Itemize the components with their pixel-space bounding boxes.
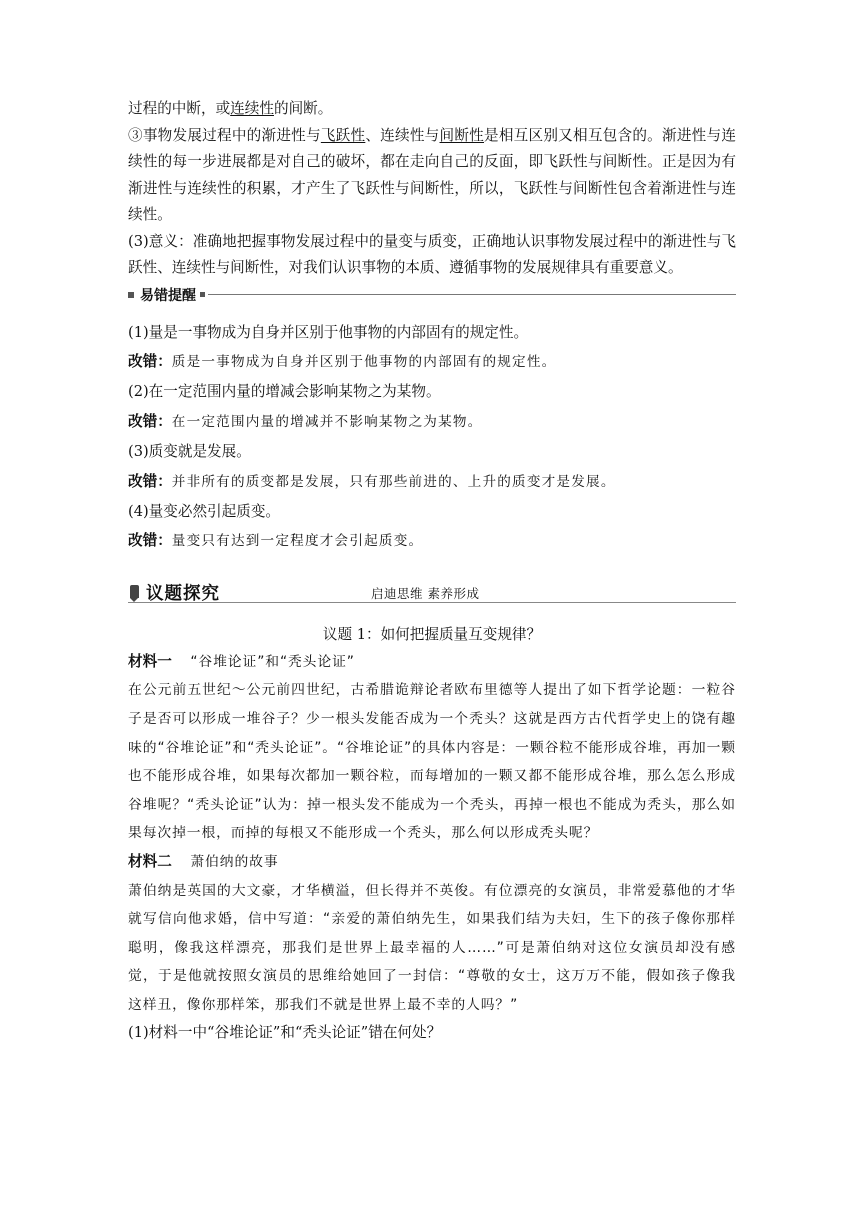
tip-correction: 改错：量变只有达到一定程度才会引起质变。 [128,532,424,550]
materials [128,648,736,1048]
tip-correction: 改错：并非所有的质变都是发展，只有那些前进的、上升的质变才是发展。 [128,472,616,490]
bookmark-icon [130,585,139,598]
underlined-term-continuity: 连续性 [230,100,274,117]
tip-question: (2)在一定范围内量的增减会影响某物之为某物。 [128,383,441,401]
square-bullet-icon [200,292,205,297]
tip-correction: 改错：在一定范围内量的增减并不影响某物之为某物。 [128,412,483,430]
intro-line-1: 过程的中断，或连续性的间断。 [128,100,333,117]
tip-question: (3)质变就是发展。 [128,443,251,461]
material-2-text: 萧伯纳是英国的大文豪，才华横溢，但长得并不英俊。有位漂亮的女演员，非常爱慕他的才华就写信向他求婚，信中写道：“亲爱的萧伯纳先生，如果我们结为夫妇，生下的孩子像你那样聪明，像我这样漂亮，那我们是世界上最幸福的人……”可是萧伯纳对这位女演员却没有感觉，于是他就按照女演员的思维给她回了一封信：“尊敬的女士，这万万不能，假如孩子像我这样丑，像你那样笨，那我们不就是世界上最不幸的人吗？” [128,882,736,1013]
section-subtitle: 启迪思维 素养形成 [371,585,480,601]
question-1: (1)材料一中“谷堆论证”和“秃头论证”错在何处？ [128,1024,442,1042]
material-2-heading: 材料二 萧伯纳的故事 [128,852,279,870]
section-underline [128,602,736,603]
section-banner [128,580,736,604]
square-bullet-icon [128,292,134,298]
paragraph-significance: (3)意义：准确地把握事物发展过程中的量变与质变，正确地认识事物发展过程中的渐进性与飞跃性、连续性与间断性，对我们认识事物的本质、遵循事物的发展规律具有重要意义。 [128,232,736,276]
underlined-term-discontinuity: 间断性 [439,126,485,144]
error-tips-list [128,318,736,557]
tip-question: (1)量是一事物成为自身并区别于他事物的内部固有的规定性。 [128,323,529,341]
tip-question: (4)量变必然引起质变。 [128,502,281,520]
section-title: 议题探究 [146,583,220,604]
underlined-term-leap: 飞跃性 [320,126,366,144]
topic-title: 议题 1：如何把握质量互变规律？ [322,625,542,643]
material-1-heading: 材料一 “谷堆论证”和“秃头论证” [128,652,355,670]
tip-correction: 改错：质是一事物成为自身并区别于他事物的内部固有的规定性。 [128,352,557,370]
divider-line [208,294,736,295]
error-tips-label: 易错提醒 [140,287,196,304]
material-1-text: 在公元前五世纪～公元前四世纪，古希腊诡辩论者欧布里德等人提出了如下哲学论题：一粒谷子是否可以形成一堆谷子？少一根头发能否成为一个秃头？这就是西方古代哲学史上的饶有趣味的“谷堆论证”和“秃头论证”。“谷堆论证”的具体内容是：一颗谷粒不能形成谷堆，再加一颗也不能形成谷堆，如果每次都加一颗谷粒，而每增加的一颗又都不能形成谷堆，那么怎么形成谷堆呢？“秃头论证”认为：掉一根头发不能成为一个秃头，再掉一根也不能成为秃头，那么如果每次掉一根，而掉的每根又不能形成一个秃头，那么何以形成秃头呢？ [128,682,736,842]
paragraph-point-3: ③事物发展过程中的渐进性与飞跃性、连续性与间断性是相互区别又相互包含的。渐进性与连续性的每一步进展都是对自己的破坏，都在走向自己的反面，即飞跃性与间断性。正是因为有渐进性与连续性的积累，才产生了飞跃性与间断性，所以，飞跃性与间断性包含着渐进性与连续性。 [128,126,736,223]
error-tips-header [128,282,736,308]
page-content [128,96,736,1048]
